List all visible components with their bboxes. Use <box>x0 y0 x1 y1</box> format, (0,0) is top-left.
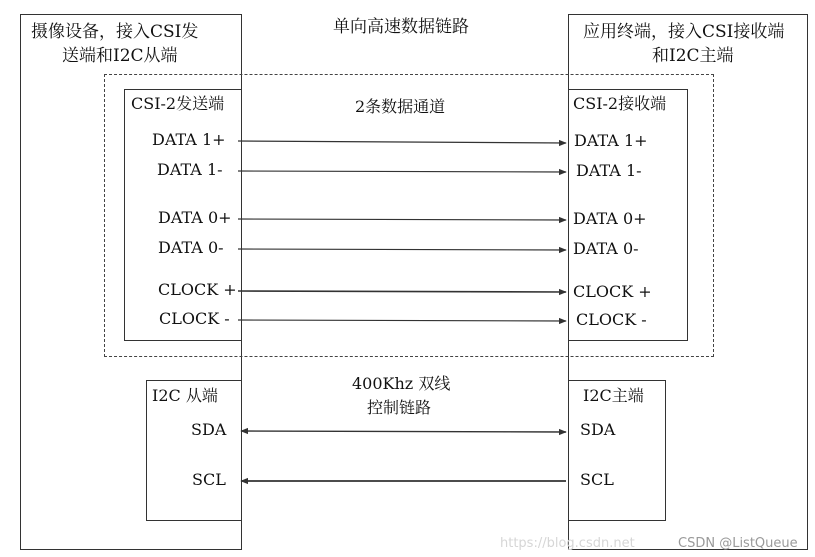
right-device-title-line1: 应用终端，接入CSI接收端 <box>583 22 785 42</box>
csi-rx-title: CSI-2接收端 <box>573 94 667 113</box>
scl-left-label: SCL <box>192 470 226 489</box>
rx-signal-label: DATA 1- <box>576 161 642 180</box>
i2c-link-label-line1: 400Khz 双线 <box>352 374 451 393</box>
sda-right-label: SDA <box>580 420 616 439</box>
data1-plus-arrow <box>238 141 566 143</box>
i2c-link-label-line2: 控制链路 <box>367 398 432 417</box>
i2c-slave-title: I2C 从端 <box>152 386 218 405</box>
tx-signal-label: DATA 0+ <box>158 208 232 227</box>
left-device-title-line1: 摄像设备，接入CSI发 <box>31 22 199 42</box>
left-device-title-line2: 送端和I2C从端 <box>62 46 178 66</box>
data0-minus-arrow <box>238 249 566 250</box>
scl-right-label: SCL <box>580 470 614 489</box>
sda-left-label: SDA <box>191 420 227 439</box>
rx-signal-label: DATA 0- <box>573 239 639 258</box>
top-link-label: 单向高速数据链路 <box>333 17 469 37</box>
watermark-brand: CSDN @ListQueue <box>678 536 798 551</box>
rx-signal-label: DATA 1+ <box>574 131 648 150</box>
tx-signal-label: DATA 0- <box>158 238 224 257</box>
clock-minus-arrow <box>238 320 566 321</box>
watermark-url: https://blog.csdn.net <box>500 536 635 551</box>
tx-signal-label: CLOCK + <box>158 280 237 299</box>
i2c-master-title: I2C主端 <box>583 386 644 405</box>
tx-signal-label: CLOCK - <box>159 309 230 328</box>
rx-signal-label: CLOCK + <box>573 282 652 301</box>
data0-plus-arrow <box>238 219 566 220</box>
csi-lanes-label: 2条数据通道 <box>355 97 446 116</box>
clock-plus-arrow <box>238 291 566 292</box>
csi-tx-title: CSI-2发送端 <box>131 94 225 113</box>
rx-signal-label: DATA 0+ <box>573 209 647 228</box>
rx-signal-label: CLOCK - <box>576 310 647 329</box>
sda-bidirectional-arrow <box>241 431 566 432</box>
data1-minus-arrow <box>238 171 566 172</box>
right-device-title-line2: 和I2C主端 <box>652 46 734 66</box>
tx-signal-label: DATA 1+ <box>152 130 226 149</box>
tx-signal-label: DATA 1- <box>157 160 223 179</box>
